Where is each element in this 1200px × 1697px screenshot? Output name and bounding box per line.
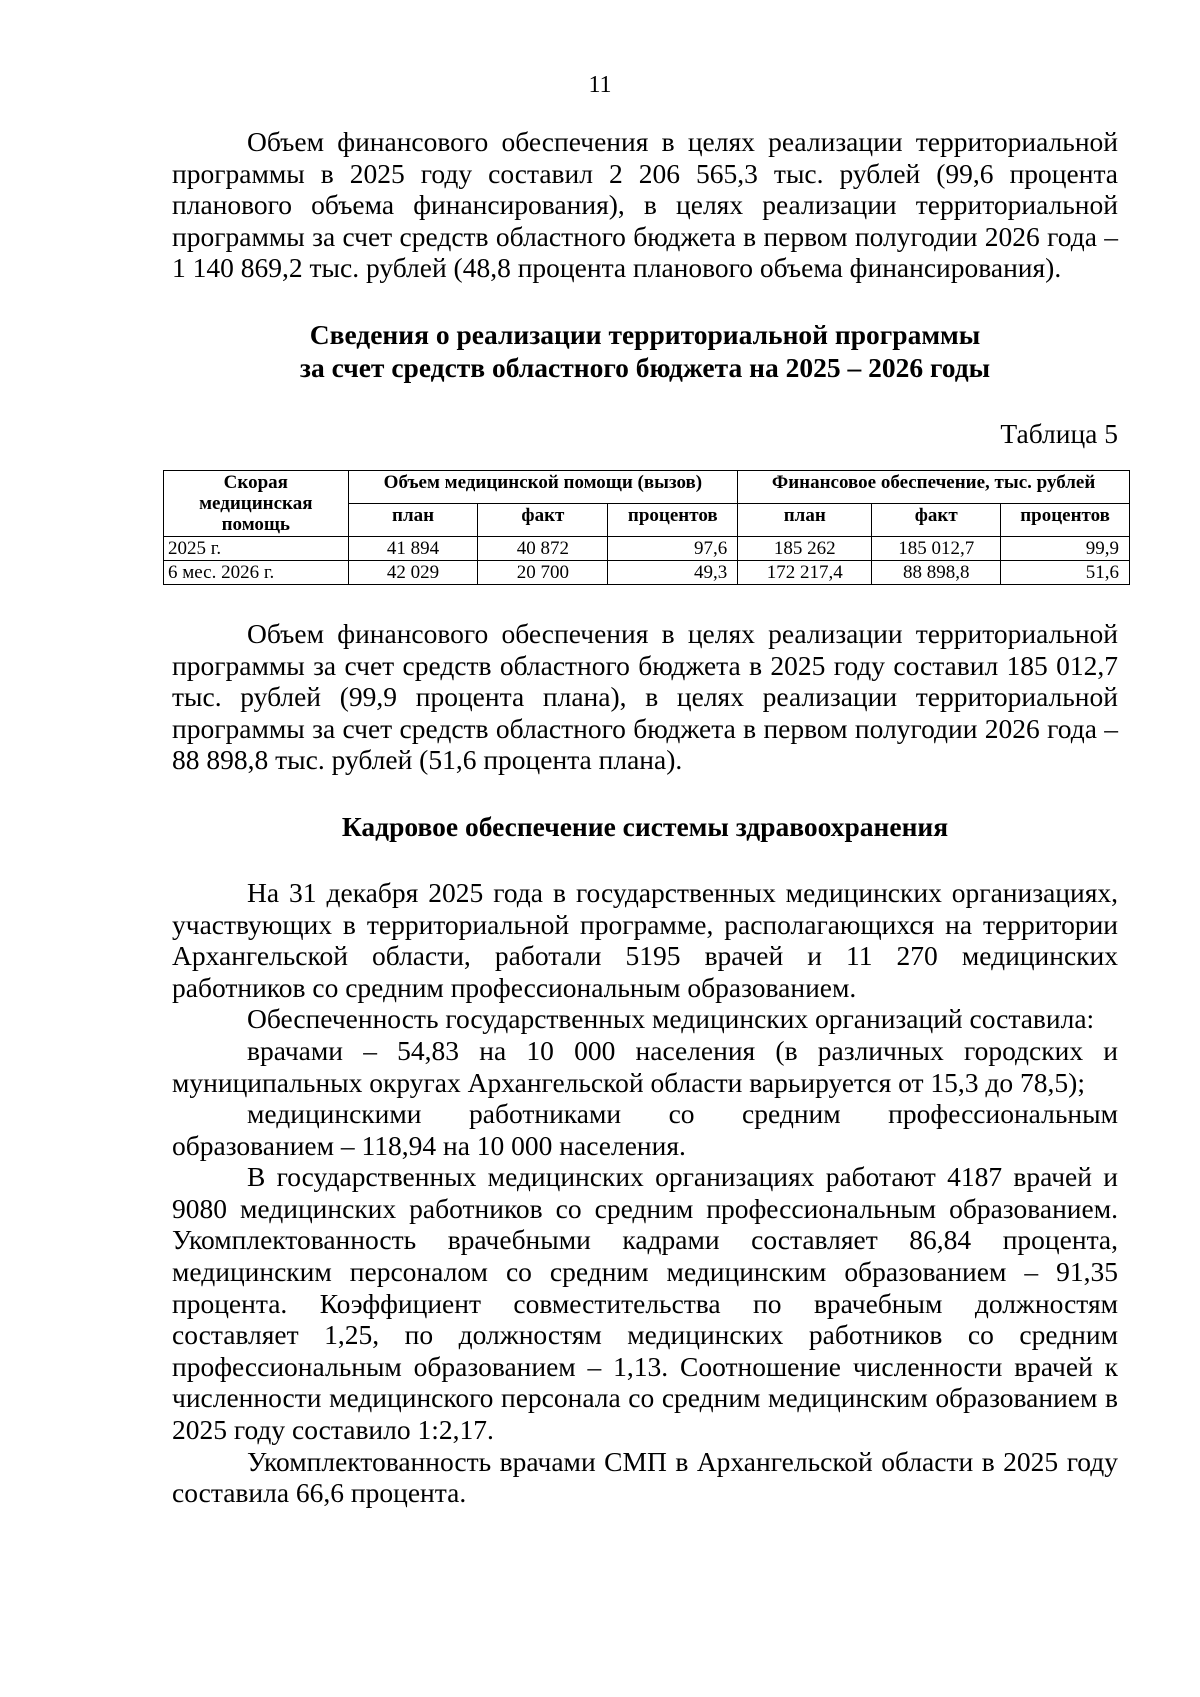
paragraph-ems-staffing: Укомплектованность врачами СМП в Архангельской области в 2025 году составила 66,6 процента. xyxy=(172,1445,1118,1509)
section-title-program-implementation xyxy=(172,318,1118,384)
paragraph-regional-budget: Объем финансового обеспечения в целях реализации территориальной программы за счет средств областного бюджета в 2025 году составил 185 012,7 тыс. рублей (99,9 процента плана), в целях реализации территориальной программы за счет средств областного бюджета в первом полугодии 2026 года – 88 898,8 тыс. рублей (51,6 процента плана). xyxy=(172,617,1118,776)
row-label: 2025 г. xyxy=(164,536,349,560)
table-row xyxy=(164,560,1130,584)
paragraph-provision-intro: Обеспеченность государственных медицинских организаций составила: xyxy=(247,1003,1095,1035)
table-caption: Таблица 5 xyxy=(1000,417,1118,449)
header-volume-fact: факт xyxy=(478,503,608,536)
paragraph-funding-total: Объем финансового обеспечения в целях реализации территориальной программы в 2025 году составил 2 206 565,3 тыс. рублей (99,6 процента планового объема финансирования), в целях реализации территориальной программы за счет средств областного бюджета в первом полугодии 2026 года – 1 140 869,2 тыс. рублей (48,8 процента планового объема финансирования). xyxy=(172,126,1118,284)
cell-volume-plan: 41 894 xyxy=(348,536,478,560)
cell-volume-percent: 97,6 xyxy=(608,536,738,560)
paragraph-provision-nurses: медицинскими работниками со средним профессиональным образованием – 118,94 на 10 000 населения. xyxy=(172,1098,1118,1161)
cell-finance-plan: 185 262 xyxy=(738,536,872,560)
header-service: Скорая медицинская помощь xyxy=(164,470,349,536)
header-finance-plan: план xyxy=(738,503,872,536)
paragraph-provision-doctors: врачами – 54,83 на 10 000 населения (в различных городских и муниципальных округах Архангельской области варьируется от 15,3 до 78,5); xyxy=(172,1034,1118,1098)
header-volume: Объем медицинской помощи (вызов) xyxy=(348,470,738,503)
table-row xyxy=(164,536,1130,560)
header-finance-percent: процентов xyxy=(1001,503,1130,536)
cell-volume-fact: 20 700 xyxy=(478,560,608,584)
cell-finance-fact: 185 012,7 xyxy=(872,536,1001,560)
cell-finance-percent: 51,6 xyxy=(1001,560,1130,584)
header-volume-plan: план xyxy=(348,503,478,536)
cell-volume-percent: 49,3 xyxy=(608,560,738,584)
row-label: 6 мес. 2026 г. xyxy=(164,560,349,584)
section-title-staffing: Кадровое обеспечение системы здравоохранения xyxy=(341,810,949,842)
header-volume-percent: процентов xyxy=(608,503,738,536)
section-title-line-2: за счет средств областного бюджета на 2025 – 2026 годы xyxy=(299,351,991,383)
paragraph-staffing-levels: В государственных медицинских организациях работают 4187 врачей и 9080 медицинских работников со средним профессиональным образованием. Укомплектованность врачебными кадрами составляет 86,84 процента, медицинским персоналом со средним медицинским образованием – 91,35 процента. Коэффициент совместительства по врачебным должностям составляет 1,25, по должностям медицинских работников со средним профессиональным образованием – 1,13. Соотношение численности врачей к численности медицинского персонала со средним медицинским образованием в 2025 году составило 1:2,17. xyxy=(172,1161,1118,1446)
page-number: 11 xyxy=(588,72,612,98)
cell-finance-fact: 88 898,8 xyxy=(872,560,1001,584)
document-body xyxy=(168,126,1119,1509)
cell-finance-percent: 99,9 xyxy=(1001,536,1130,560)
cell-volume-plan: 42 029 xyxy=(348,560,478,584)
header-finance: Финансовое обеспечение, тыс. рублей xyxy=(738,470,1130,503)
paragraph-staff-count: На 31 декабря 2025 года в государственных медицинских организациях, участвующих в территориальной программе, располагающихся на территории Архангельской области, работали 5195 врачей и 11 270 медицинских работников со средним профессиональным образованием. xyxy=(172,876,1118,1003)
emergency-care-table xyxy=(163,470,1130,585)
cell-finance-plan: 172 217,4 xyxy=(738,560,872,584)
header-finance-fact: факт xyxy=(872,503,1001,536)
section-title-line-1: Сведения о реализации территориальной программы xyxy=(309,318,981,350)
cell-volume-fact: 40 872 xyxy=(478,536,608,560)
